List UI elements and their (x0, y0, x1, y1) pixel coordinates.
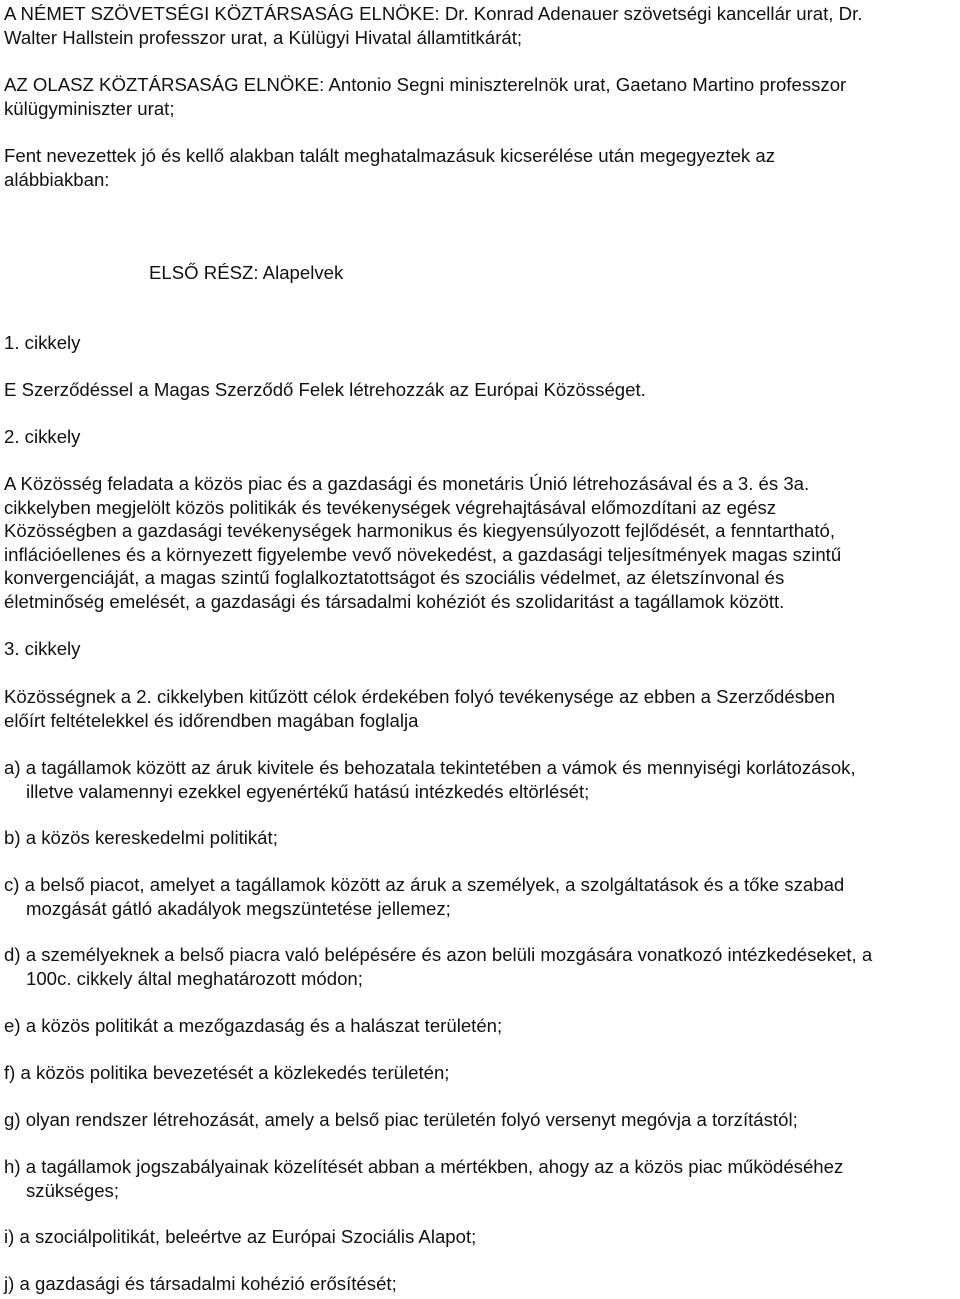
article-2-line: cikkelyben megjelölt közös politikák és tevékenységek végrehajtásával előmozdítani az egész (4, 496, 777, 518)
article-2-text (4, 472, 958, 613)
preamble-agreement-line-1: Fent nevezettek jó és kellő alakban talált meghatalmazásuk kicserélése után megegyeztek az (4, 145, 776, 166)
item-a-line-2: illetve valamennyi ezekkel egyenértékű hatású intézkedés eltörlését; (26, 780, 590, 802)
article-3-item-g: g) olyan rendszer létrehozását, amely a belső piac területén folyó versenyt megóvja a torzítástól; (4, 1109, 798, 1130)
article-3-item-h (4, 1155, 958, 1202)
article-2-heading: 2. cikkely (4, 426, 81, 447)
preamble-italian-line-1: AZ OLASZ KÖZTÁRSASÁG ELNÖKE: Antonio Segni miniszterelnök urat, Gaetano Martino professzor (4, 74, 847, 95)
article-1-text: E Szerződéssel a Magas Szerződő Felek létrehozzák az Európai Közösséget. (4, 379, 646, 400)
article-3-item-j: j) a gazdasági és társadalmi kohézió erősítését; (4, 1273, 397, 1294)
article-3-item-d (4, 943, 958, 990)
article-3-item-i: i) a szociálpolitikát, beleértve az Európai Szociális Alapot; (4, 1226, 477, 1247)
article-3-item-e: e) a közös politikát a mezőgazdaság és a halászat területén; (4, 1015, 503, 1036)
item-c-line-2: mozgását gátló akadályok megszüntetése jellemez; (26, 897, 451, 919)
preamble-german-line-2: Walter Hallstein professzor urat, a Külügyi Hivatal államtitkárát; (4, 26, 523, 48)
item-h-line-2: szükséges; (26, 1179, 120, 1201)
article-2-line: életminőség emelését, a gazdasági és társadalmi kohéziót és szolidaritást a tagállamok között. (4, 590, 785, 612)
article-3-intro (4, 685, 958, 732)
preamble-italian-paragraph (4, 73, 958, 120)
preamble-german-line-1: A NÉMET SZÖVETSÉGI KÖZTÁRSASÁG ELNÖKE: Dr. Konrad Adenauer szövetségi kancellár urat, Dr. (4, 3, 863, 24)
preamble-agreement-line-2: alábbiakban: (4, 168, 110, 190)
item-a-line-1: a) a tagállamok között az áruk kivitele és behozatala tekintetében a vámok és mennyiségi korlátozások, (4, 757, 856, 778)
article-3-item-f: f) a közös politika bevezetését a közlekedés területén; (4, 1062, 450, 1083)
article-3-item-b: b) a közös kereskedelmi politikát; (4, 827, 278, 848)
preamble-german-paragraph (4, 2, 958, 49)
article-3-item-a (4, 756, 958, 803)
article-1-heading: 1. cikkely (4, 332, 81, 353)
article-2-line: A Közösség feladata a közös piac és a gazdasági és monetáris Únió létrehozásával és a 3. és 3a. (4, 473, 810, 494)
article-2-line: Közösségben a gazdasági tevékenységek harmonikus és kiegyensúlyozott fejlődését, a fenntartható, (4, 520, 836, 541)
item-d-line-2: 100c. cikkely által meghatározott módon; (26, 967, 363, 989)
article-2-line: konvergenciáját, a magas szintű foglalkoztatottságot és szociális védelmet, az életszínvonal és (4, 567, 785, 588)
preamble-agreement-paragraph (4, 144, 958, 191)
article-3-item-c (4, 873, 958, 920)
preamble-italian-line-2: külügyminiszter urat; (4, 97, 175, 119)
article-3-intro-line-2: előírt feltételekkel és időrendben magában foglalja (4, 709, 419, 731)
item-h-line-1: h) a tagállamok jogszabályainak közelítését abban a mértékben, ahogy az a közös piac működéséhez (4, 1156, 844, 1177)
article-2-line: inflációellenes és a környezett figyelembe vevő növekedést, a gazdasági teljesítmények magas szintű (4, 543, 842, 565)
item-c-line-1: c) a belső piacot, amelyet a tagállamok között az áruk a személyek, a szolgáltatások és a tőke szabad (4, 874, 845, 895)
article-3-intro-line-1: Közösségnek a 2. cikkelyben kitűzött célok érdekében folyó tevékenysége az ebben a Szerződésben (4, 686, 836, 707)
item-d-line-1: d) a személyeknek a belső piacra való belépésére és azon belüli mozgására vonatkozó intézkedéseket, a (4, 944, 873, 965)
article-3-heading: 3. cikkely (4, 638, 81, 659)
part-one-title: ELSŐ RÉSZ: Alapelvek (149, 262, 344, 283)
